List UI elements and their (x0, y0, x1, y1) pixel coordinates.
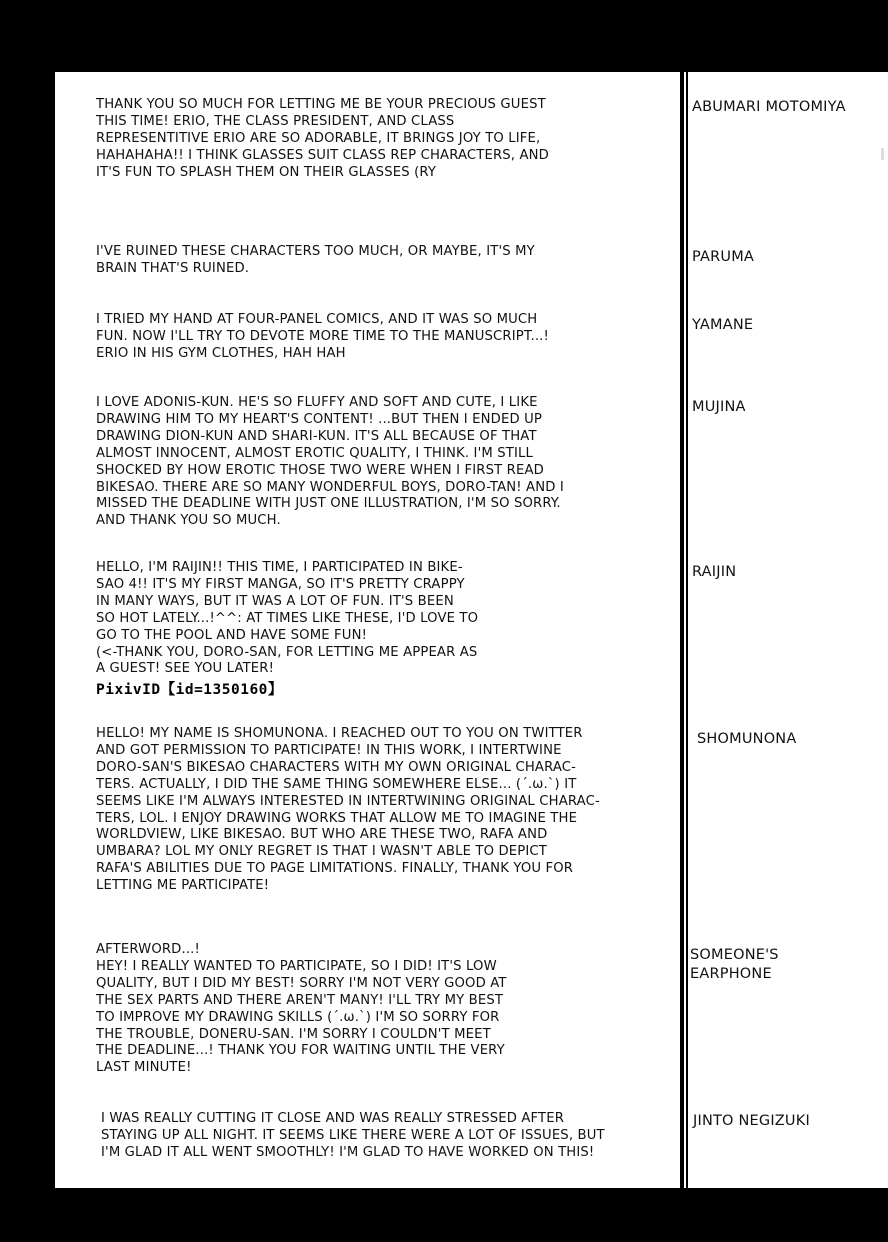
entry-author-someones-earphone: SOMEONE'S EARPHONE (690, 947, 779, 982)
entry-message-shomunona: HELLO! MY NAME IS SHOMUNONA. I REACHED OUT TO YOU ON TWITTER AND GOT PERMISSION TO PARTICIPATE! IN THIS WORK, I INTERTWINE DORO-SAN'S BIKESAO CHARACTERS WITH MY OWN ORIGINAL CHARAC- TERS. ACTUALLY, I DID THE SAME THING SOMEWHERE ELSE... (´.ω.`) IT SEEMS LIKE I'M ALWAYS INTERESTED IN INTERTWINING ORIGINAL CHARAC- TERS, LOL. I ENJOY DRAWING WORKS THAT ALLOW ME TO IMAGINE THE WORLDVIEW, LIKE BIKESAO. BUT WHO ARE THESE TWO, RAFA AND UMBARA? LOL MY ONLY REGRET IS THAT I WASN'T ABLE TO DEPICT RAFA'S ABILITIES DUE TO PAGE LIMITATIONS. FINALLY, THANK YOU FOR LETTING ME PARTICIPATE! (96, 726, 600, 894)
entry-author-abumari: ABUMARI MOTOMIYA (692, 99, 846, 115)
entry-message-someones-earphone: AFTERWORD...! HEY! I REALLY WANTED TO PARTICIPATE, SO I DID! IT'S LOW QUALITY, BUT I DID MY BEST! SORRY I'M NOT VERY GOOD AT THE SEX PARTS AND THERE AREN'T MANY! I'LL TRY MY BEST TO IMPROVE MY DRAWING SKILLS (´.ω.`) I'M SO SORRY FOR THE TROUBLE, DONERU-SAN. I'M SORRY I COULDN'T MEET THE DEADLINE...! THANK YOU FOR WAITING UNTIL THE VERY LAST MINUTE! (96, 942, 507, 1076)
column-divider-inner (686, 72, 688, 1188)
entry-message-abumari: THANK YOU SO MUCH FOR LETTING ME BE YOUR PRECIOUS GUEST THIS TIME! ERIO, THE CLASS PRESIDENT, AND CLASS REPRESENTITIVE ERIO ARE SO ADORABLE, IT BRINGS JOY TO LIFE, HAHAHAHA!! I THINK GLASSES SUIT CLASS REP CHARACTERS, AND IT'S FUN TO SPLASH THEM ON THEIR GLASSES (RY (96, 97, 549, 180)
entry-message-mujina: I LOVE ADONIS-KUN. HE'S SO FLUFFY AND SOFT AND CUTE, I LIKE DRAWING HIM TO MY HEART'S CONTENT! ...BUT THEN I ENDED UP DRAWING DION-KUN AND SHARI-KUN. IT'S ALL BECAUSE OF THAT ALMOST INNOCENT, ALMOST EROTIC QUALITY, I THINK. I'M STILL SHOCKED BY HOW EROTIC THOSE TWO WERE WHEN I FIRST READ BIKESAO. THERE ARE SO MANY WONDERFUL BOYS, DORO-TAN! AND I MISSED THE DEADLINE WITH JUST ONE ILLUSTRATION, I'M SO SORRY. AND THANK YOU SO MUCH. (96, 395, 564, 529)
entry-message-raijin: HELLO, I'M RAIJIN!! THIS TIME, I PARTICIPATED IN BIKE- SAO 4!! IT'S MY FIRST MANGA, SO IT'S PRETTY CRAPPY IN MANY WAYS, BUT IT WAS A LOT OF FUN. IT'S BEEN SO HOT LATELY...!^^: AT TIMES LIKE THESE, I'D LOVE TO GO TO THE POOL AND HAVE SOME FUN! (<-THANK YOU, DORO-SAN, FOR LETTING ME APPEAR AS A GUEST! SEE YOU LATER! (96, 560, 479, 677)
entry-author-yamane: YAMANE (692, 317, 754, 333)
entry-author-paruma: PARUMA (692, 249, 755, 265)
entry-message-jinto: I WAS REALLY CUTTING IT CLOSE AND WAS REALLY STRESSED AFTER STAYING UP ALL NIGHT. IT SEEMS LIKE THERE WERE A LOT OF ISSUES, BUT I'M GLAD IT ALL WENT SMOOTHLY! I'M GLAD TO HAVE WORKED ON THIS! (101, 1111, 605, 1160)
margin-mark (881, 148, 884, 160)
entry-author-mujina: MUJINA (692, 399, 746, 415)
entry-message-yamane: I TRIED MY HAND AT FOUR-PANEL COMICS, AND IT WAS SO MUCH FUN. NOW I'LL TRY TO DEVOTE MORE TIME TO THE MANUSCRIPT...! ERIO IN HIS GYM CLOTHES, HAH HAH (96, 312, 549, 361)
entry-author-shomunona: SHOMUNONA (697, 731, 797, 747)
entry-message-paruma: I'VE RUINED THESE CHARACTERS TOO MUCH, OR MAYBE, IT'S MY BRAIN THAT'S RUINED. (96, 244, 535, 276)
entry-author-raijin: RAIJIN (692, 564, 737, 580)
pixiv-id: PixivID【id=1350160】 (96, 682, 283, 698)
entry-author-jinto: JINTO NEGIZUKI (693, 1113, 810, 1129)
